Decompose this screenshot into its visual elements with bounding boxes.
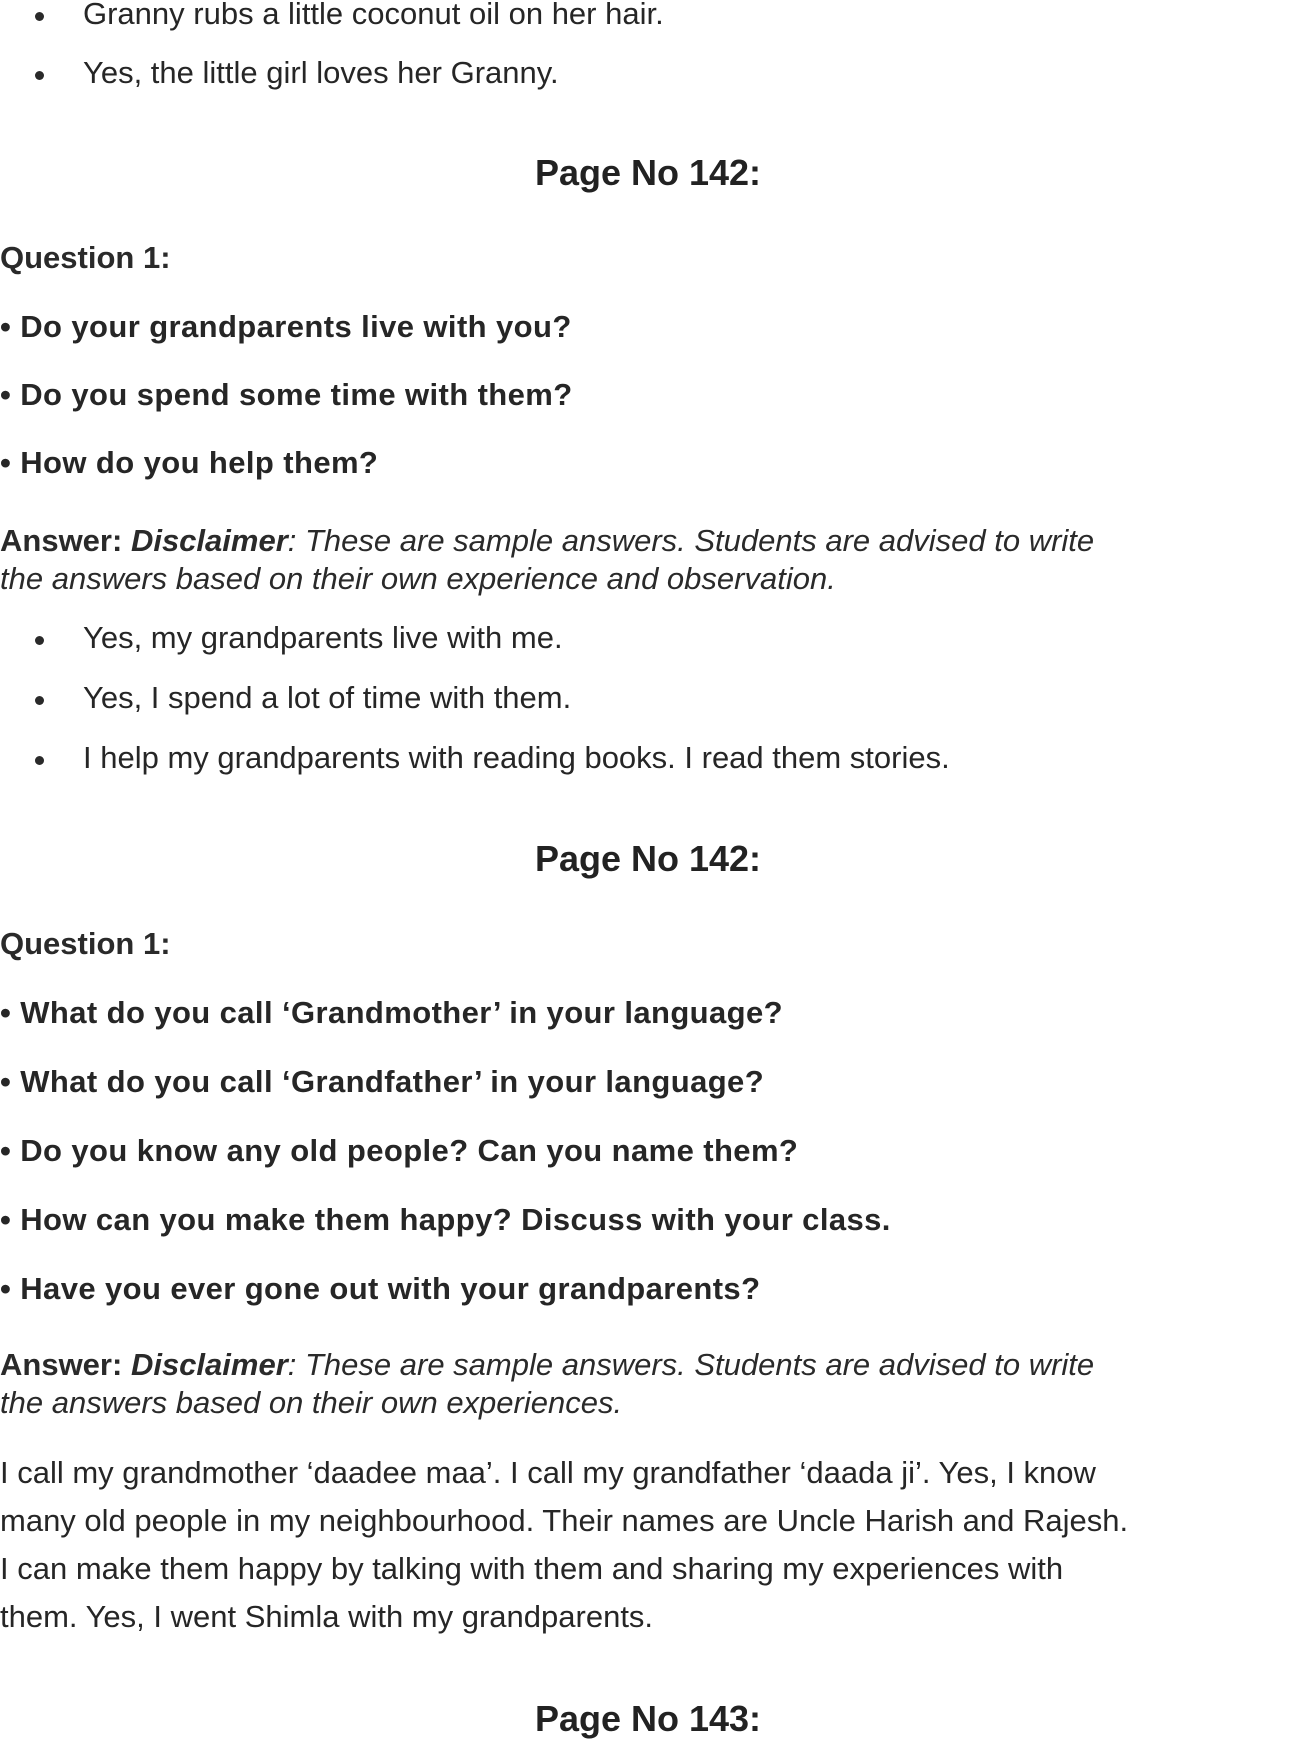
question-item: • What do you call ‘Grandmother’ in your language?: [0, 995, 783, 1030]
question-item: • Do your grandparents live with you?: [0, 309, 572, 344]
answer-disclaimer: [0, 1347, 1094, 1383]
question-item: • Do you know any old people? Can you name them?: [0, 1133, 799, 1168]
list-item-text: Yes, the little girl loves her Granny.: [83, 55, 559, 90]
answer-label: Answer:: [0, 1347, 123, 1382]
page-heading-text: Page No 143:: [534, 1698, 762, 1739]
paragraph-line: I call my grandmother ‘daadee maa’. I call my grandfather ‘daada ji’. Yes, I know: [0, 1455, 1096, 1490]
answer-label: Answer:: [0, 523, 123, 558]
question-title: Question 1:: [0, 240, 171, 275]
question-title: Question 1:: [0, 926, 171, 961]
question-item: • Do you spend some time with them?: [0, 377, 573, 412]
page-heading: [0, 1698, 1292, 1740]
page-heading: [0, 838, 1292, 880]
answer-disclaimer: [0, 523, 1094, 559]
bullet-icon: [35, 756, 44, 765]
disclaimer-text: : These are sample answers. Students are advised to write: [287, 1347, 1095, 1382]
bullet-icon: [35, 696, 44, 705]
question-item: • How do you help them?: [0, 445, 379, 480]
bullet-icon: [35, 12, 44, 21]
disclaimer-label: Disclaimer: [130, 523, 288, 558]
list-item-text: Granny rubs a little coconut oil on her hair.: [83, 0, 664, 31]
disclaimer-text: the answers based on their own experience and observation.: [0, 561, 836, 596]
list-item-text: Yes, my grandparents live with me.: [83, 620, 563, 655]
bullet-icon: [35, 636, 44, 645]
bullet-icon: [35, 71, 44, 80]
list-item-text: Yes, I spend a lot of time with them.: [83, 680, 572, 715]
page-heading-text: Page No 142:: [534, 152, 762, 193]
disclaimer-text: the answers based on their own experiences.: [0, 1385, 623, 1420]
page-heading: [0, 152, 1292, 194]
paragraph-line: I can make them happy by talking with them and sharing my experiences with: [0, 1551, 1064, 1586]
question-item: • How can you make them happy? Discuss with your class.: [0, 1202, 891, 1237]
question-item: • What do you call ‘Grandfather’ in your language?: [0, 1064, 765, 1099]
paragraph-line: them. Yes, I went Shimla with my grandparents.: [0, 1599, 654, 1634]
page-heading-text: Page No 142:: [534, 838, 762, 879]
disclaimer-label: Disclaimer: [130, 1347, 288, 1382]
paragraph-line: many old people in my neighbourhood. Their names are Uncle Harish and Rajesh.: [0, 1503, 1129, 1538]
list-item-text: I help my grandparents with reading books. I read them stories.: [83, 740, 950, 775]
disclaimer-text: : These are sample answers. Students are advised to write: [287, 523, 1095, 558]
question-item: • Have you ever gone out with your grandparents?: [0, 1271, 761, 1306]
